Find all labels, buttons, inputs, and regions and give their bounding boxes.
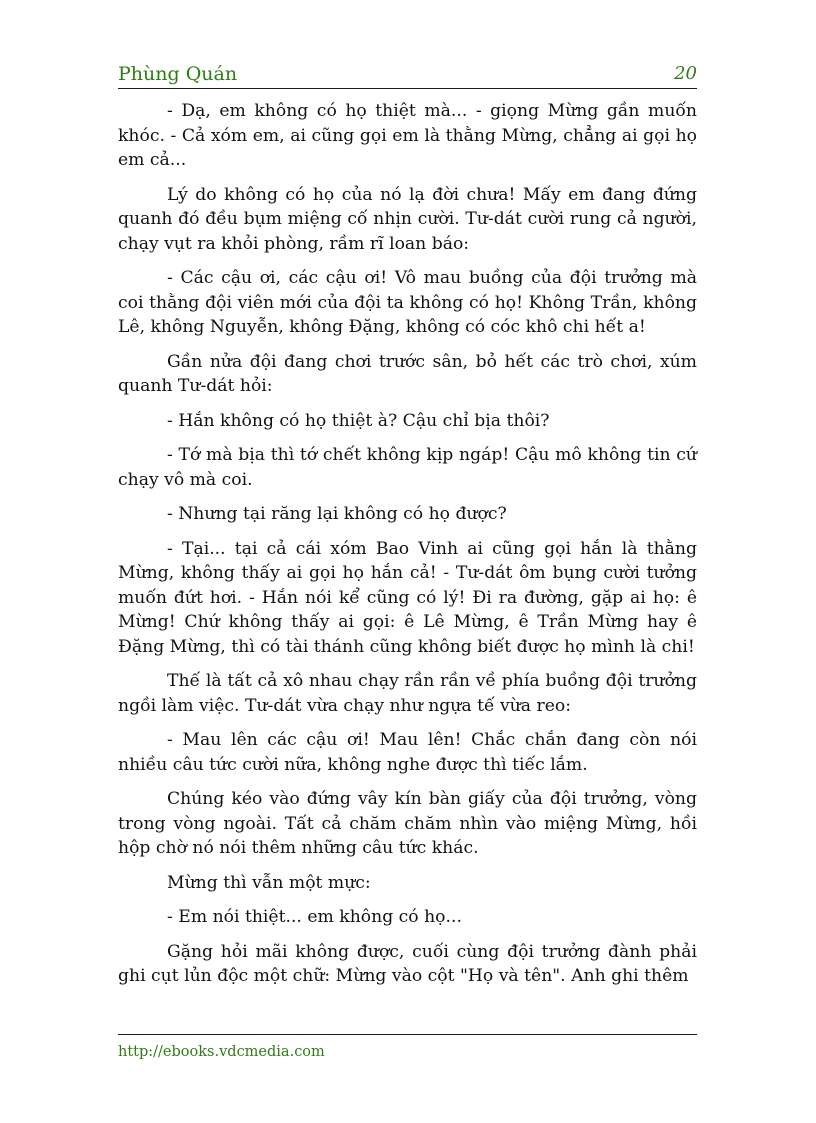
header-author: Phùng Quán [118, 63, 238, 85]
paragraph: - Tớ mà bịa thì tớ chết không kịp ngáp! Cậu mô không tin cứ chạy vô mà coi. [118, 445, 697, 490]
paragraph: - Dạ, em không có họ thiệt mà... - giọng Mừng gần muốn khóc. - Cả xóm em, ai cũng gọi em là thằng Mừng, chẳng ai gọi họ em cả... [118, 101, 697, 170]
paragraph: Gặng hỏi mãi không được, cuối cùng đội trưởng đành phải ghi cụt lủn độc một chữ: Mừng vào cột "Họ và tên". Anh ghi thêm [118, 941, 697, 986]
paragraph: Gần nửa đội đang chơi trước sân, bỏ hết các trò chơi, xúm quanh Tư-dát hỏi: [118, 351, 697, 396]
footer-url-link[interactable]: http://ebooks.vdcmedia.com [118, 1044, 325, 1060]
page-header [118, 62, 697, 89]
paragraph: Mừng thì vẫn một mực: [167, 872, 371, 893]
footer-divider [118, 1034, 697, 1035]
paragraph: - Hắn không có họ thiệt à? Cậu chỉ bịa thôi? [167, 410, 550, 431]
paragraph: - Nhưng tại răng lại không có họ được? [167, 504, 507, 524]
paragraph: - Tại... tại cả cái xóm Bao Vinh ai cũng gọi hắn là thằng Mừng, không thấy ai gọi họ hắn cả! - Tư-dát ôm bụng cười tưởng muốn đứt hơi. - Hắn nói kể cũng có lý! Đi ra đường, gặp ai họ: ê Mừng! Chứ không thấy ai gọi: ê Lê Mừng, ê Trần Mừng hay ê Đặng Mừng, thì có tài thánh cũng không biết được họ mình là chi! [118, 538, 697, 657]
paragraph: - Mau lên các cậu ơi! Mau lên! Chắc chắn đang còn nói nhiều câu tức cười nữa, không nghe được thì tiếc lắm. [118, 730, 697, 775]
paragraph: - Em nói thiệt... em không có họ... [167, 907, 462, 927]
paragraph: - Các cậu ơi, các cậu ơi! Vô mau buồng của đội trưởng mà coi thằng đội viên mới của đội ta không có họ! Không Trần, không Lê, không Nguyễn, không Đặng, không có cóc khô chi hết a! [118, 268, 697, 337]
paragraph: Thế là tất cả xô nhau chạy rần rần về phía buồng đội trưởng ngồi làm việc. Tư-dát vừa chạy như ngựa tế vừa reo: [118, 671, 697, 716]
paragraph: Chúng kéo vào đứng vây kín bàn giấy của đội trưởng, vòng trong vòng ngoài. Tất cả chăm chăm nhìn vào miệng Mừng, hồi hộp chờ nó nói thêm những câu tức khác. [118, 789, 697, 858]
page-number: 20 [674, 63, 697, 84]
body-text [118, 99, 697, 999]
paragraph: Lý do không có họ của nó lạ đời chưa! Mấy em đang đứng quanh đó đều bụm miệng cố nhịn cười. Tư-dát cười rung cả người, chạy vụt ra khỏi phòng, rầm rĩ loan báo: [118, 184, 697, 254]
